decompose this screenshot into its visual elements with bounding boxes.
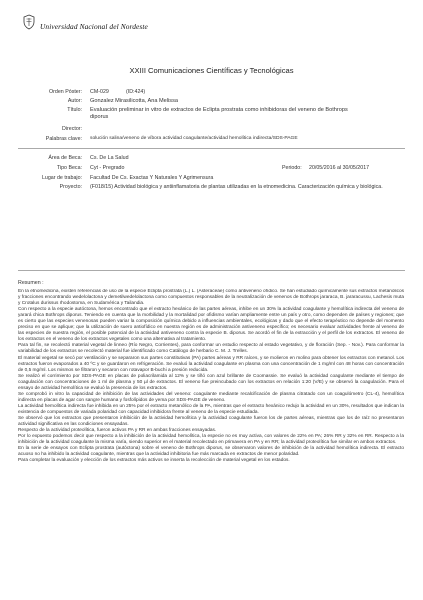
abstract-paragraph: Se comprobó in vitro la capacidad de inhibición de las actividades del veneno: coagulante mediante recalcificación de plasma citratado con un coagulómetro (CL-4), hemolítica indirecta en placas de agar con sangre humana y fosfolípidos de yema por SDS-PAGE de veneno. — [18, 391, 404, 403]
divider — [18, 148, 405, 149]
lugar-value: Facultad De Cs. Exactas Y Naturales Y Agrimensura — [90, 175, 214, 181]
abstract-paragraph: Se observó que los extractos que presentaron inhibición de la actividad hemolítica y la actividad coagulante fueron los de partes aéreas, mientras que los de raíz no presentaron actividad significativa en las condiciones ensayadas. — [18, 415, 404, 428]
orden-poster-value: CM-029 — [90, 89, 109, 95]
abstract-paragraph: Para tal fin, se recolectó material vegetal de linneo (Río Negro, Corrientes), para conformar un estudio respecto al estado vegetativo, y de floración (Sep. - Nov.). Para conformar la variabilidad de los extractos se recolectó material fue identificado como Catálogo de herbario C. M. J. Trelles. — [18, 343, 404, 355]
proyecto-value: (F018/15) Actividad biológica y antiinflamatoria de plantas utilizadas en la etnomedicina. Caracterización química y biológica. — [90, 184, 383, 190]
tipo-beca-value: Cyt - Pregrado — [90, 165, 125, 171]
area-label: Área de Beca: — [48, 155, 82, 161]
director-label: Director: — [61, 126, 82, 132]
titulo-label: Título: — [67, 107, 82, 113]
lugar-label: Lugar de trabajo: — [41, 175, 82, 181]
university-name: Universidad Nacional del Nordeste — [40, 22, 148, 31]
orden-poster-id: (ID:424) — [126, 89, 146, 95]
abstract-paragraph: El material vegetal se secó por ventilación y se separaron sus partes constitutivas (PA) partes aéreas y RR raíces, y se molieron en molino para obtener los extractos con metanol. Los extractos fueron evaporados a 40 ºC y se guardaron en refrigeración. Se evaluó la actividad coagulante en plasma con una concentración de 1 mg/ml con 48 horas con concentración de 0,5 mg/ml. Los mismos se filtraron y secaron con rotavapor B-buchi a presión reducida. — [18, 355, 404, 373]
abstract-body — [18, 289, 404, 597]
abstract-paragraph: Se realizó el corrimiento por SDS-PAGE en placas de poliacrilamida al 12% y se tiñó con azul brillante de Coomassie. Se evaluó la actividad coagulante mediante el tiempo de coagulación con concentraciones de 1 ml de plasma y 50 µl de extractos. El veneno fue preincubado con los extractos en relación 1:20 (V/E) y se observó la coagulación. Para el ensayo de actividad hemolítica se evaluó la presencia de los extractos. — [18, 373, 404, 391]
periodo-label: Periodo: — [282, 165, 302, 171]
proyecto-label: Proyecto: — [59, 184, 82, 190]
divider-2 — [18, 270, 405, 271]
abstract-paragraph: En la serie de ensayos con Eclipta prostrata (autóctona) sobre el veneno de Bothrops diporus, se observaron valores de inhibición de la actividad hemolítica indirecta. El extracto acuoso no ha inhibido la actividad coagulante, mientras que la actividad inhibitoria fue más marcada en extractos de menor polaridad. — [18, 446, 404, 458]
abstract-paragraph: Con respecto a la especie autóctona, hemos encontrado que el extracto hexánico de las partes aéreas, inhibe en un 30% la actividad coagulante y hemolítica indirecta del veneno de yarará chica Bothrops diporus. Teniendo en cuenta que la morbilidad y la mortalidad por ofidismo varían ampliamente entre un país y otro, como dependen de países y regiones; que es cierto que las especies venenosas pueden variar la composición química debido a influencias ambientales, ecológicas y dado que el efecto terapéutico no depende del momento preciso en que se aplique; que la utilización de suero antiofídico en nuestra región es de administración antiveneno específico; es necesario evaluar actividades frente al veneno de las especies de nuestra región, el posible potencial de la actividad antiveneno contra la especie B. diporus. Se acordó el fin de la extracción y el perfil de los extractos. El veneno de los extractos en el veneno de los extractos vegetales como una alternativa al tratamiento. — [18, 307, 404, 343]
titulo-value: Evaluación preliminar in vitro de extractos de Eclipta prostrata como inhibidoras del veneno de Bothrops diporus — [90, 107, 348, 120]
event-title: XXIII Comunicaciones Científicas y Tecnológicas — [129, 66, 294, 75]
resumen-label: Resumen : — [18, 280, 44, 286]
university-crest-icon — [21, 14, 37, 30]
abstract-paragraph: En la etnomedicina, existen referencias de uso de la especie Eclipta prostrata (L.) L. (Asteraceae) como antiveneno ofídico. Se han estudiado químicamente sus extractos metanólicos y fracciones encontrando wedelolactona y demetilwedelolactona como compuestos responsables de la neutralización de venenos de Bothrops jararaca, B. jararacussu, Lachesis muta y Crotalus durissus rhodostoma, en Sudamérica y Tailandia. — [18, 289, 404, 307]
abstract-paragraph: La actividad hemolítica indirecta fue inhibida en un 25% por el extracto metanólico de la PA, mientras que el extracto hexánico redujo la actividad en un 30%, resultados que indican la existencia de compuestos de variada polaridad con capacidad inhibidora frente al veneno de la especie estudiada. — [18, 403, 404, 415]
orden-poster-label: Orden Póster: — [49, 89, 82, 95]
autor-value: Gonzalez Mirasilicotta, Ana Melissa — [90, 98, 178, 104]
abstract-paragraph: Respecto de la actividad proteolítica, fueron activos PA y RR en ambas fracciones ensayadas. — [18, 428, 217, 434]
abstract-paragraph: Por lo expuesto podemos decir que respecto a la inhibición de la actividad hemolítica, la especie no es muy activa, con valores de 22% en PA; 26% RR y 32% en RR. Respecto a la inhibición de la actividad coagulante la misma varía, siendo superior en el material recolectado en primavera en PA y en RR; la actividad proteolítica fue similar en ambos extractos. — [18, 434, 404, 446]
periodo-value: 20/05/2016 al 30/05/2017 — [309, 165, 370, 171]
area-value: Cs. De La Salud — [90, 155, 129, 161]
palabras-clave-label: Palabras clave: — [45, 136, 82, 142]
autor-label: Autor: — [67, 98, 82, 104]
tipo-beca-label: Tipo Beca: — [56, 165, 82, 171]
abstract-paragraph: Para completar la evaluación y elección de los extractos más activos se inserta la recolección de material vegetal en los estados. — [18, 458, 290, 464]
palabras-clave-value: solución salina/veneno de víbora actividad coagulante/actividad hemolítica indirecta/SDS-PAGE — [90, 136, 298, 141]
